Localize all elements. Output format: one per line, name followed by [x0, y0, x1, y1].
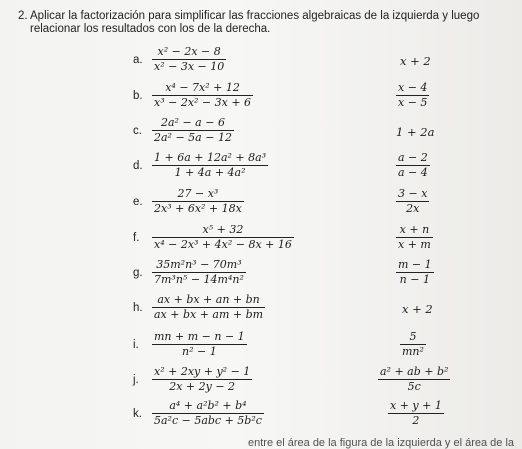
right-fraction — [396, 82, 429, 109]
left-fraction — [152, 82, 253, 109]
right-numerator: 5 — [409, 330, 417, 343]
left-numerator: x⁵ + 32 — [202, 223, 244, 236]
row-letter: b. — [133, 90, 143, 102]
exercise-row-a — [0, 46, 522, 80]
instruction-line-2: relacionar los resultados con los de la derecha. — [30, 23, 271, 35]
exercise-row-f — [0, 224, 522, 258]
exercise-row-i — [0, 331, 522, 365]
row-letter: d. — [133, 160, 143, 172]
right-denominator: x + m — [398, 238, 431, 251]
right-numerator: a² + ab + b² — [380, 365, 449, 378]
left-fraction — [152, 224, 294, 251]
row-letter: a. — [133, 54, 143, 66]
right-numerator: x − 4 — [398, 81, 428, 94]
left-numerator: 27 − x³ — [177, 187, 219, 200]
left-fraction — [152, 400, 264, 427]
left-denominator: 2a² − 5a − 12 — [154, 131, 232, 144]
left-denominator: x⁴ − 2x³ + 4x² − 8x + 16 — [154, 238, 292, 251]
exercise-number: 2. — [18, 10, 28, 22]
left-denominator: 5a²c − 5abc + 5b²c — [154, 414, 262, 427]
right-fraction — [400, 331, 426, 358]
left-denominator: n² − 1 — [181, 345, 217, 358]
right-fraction — [388, 400, 444, 427]
left-fraction — [152, 366, 252, 393]
right-numerator: x + n — [399, 223, 430, 236]
right-numerator: x + y + 1 — [390, 399, 442, 412]
left-numerator: 35m²n³ − 70m³ — [156, 258, 242, 271]
left-denominator: ax + bx + am + bm — [154, 308, 264, 321]
right-fraction — [378, 366, 450, 393]
right-numerator: 3 − x — [398, 187, 428, 200]
left-numerator: x⁴ − 7x² + 12 — [165, 81, 240, 94]
left-denominator: x² − 3x − 10 — [154, 60, 225, 73]
instruction-line-1: Aplicar la factorización para simplificar las fracciones algebraicas de la izquierda y luego — [30, 10, 480, 22]
row-letter: j. — [133, 374, 139, 386]
left-fraction — [152, 117, 234, 144]
row-letter: c. — [133, 125, 142, 137]
right-fraction — [396, 188, 429, 215]
right-expression: 1 + 2a — [396, 125, 435, 139]
row-letter: g. — [133, 267, 143, 279]
left-numerator: x² − 2x − 8 — [157, 45, 221, 58]
right-numerator: a − 2 — [398, 151, 428, 164]
left-fraction — [152, 188, 244, 215]
left-numerator: x² + 2xy + y² − 1 — [154, 365, 251, 378]
left-numerator: 1 + 6a + 12a² + 8a³ — [154, 151, 267, 164]
right-numerator: m − 1 — [398, 258, 432, 271]
right-denominator: n − 1 — [399, 273, 430, 286]
exercise-instruction — [18, 10, 503, 36]
exercise-row-h — [0, 294, 522, 328]
left-denominator: 7m³n⁵ − 14m⁴n² — [154, 273, 244, 286]
right-denominator: 5c — [407, 380, 421, 393]
left-denominator: 1 + 4a + 4a² — [174, 166, 246, 179]
row-letter: e. — [133, 196, 143, 208]
right-denominator: 2x — [406, 202, 420, 215]
right-fraction — [396, 259, 434, 286]
exercise-row-e — [0, 188, 522, 222]
right-fraction — [396, 152, 430, 179]
left-fraction — [152, 331, 247, 358]
row-letter: k. — [133, 408, 142, 420]
next-exercise-text: entre el área de la figura de la izquierda y el área de la — [248, 437, 515, 449]
exercise-row-g — [0, 259, 522, 293]
row-letter: f. — [133, 232, 140, 244]
right-denominator: 2 — [412, 414, 420, 427]
exercise-row-k — [0, 400, 522, 434]
exercise-row-d — [0, 152, 522, 186]
left-denominator: 2x³ + 6x² + 18x — [154, 202, 242, 215]
right-denominator: a − 4 — [398, 166, 428, 179]
right-expression: x + 2 — [402, 302, 433, 316]
right-fraction — [396, 224, 433, 251]
right-expression: x + 2 — [400, 54, 431, 68]
row-letter: h. — [133, 302, 143, 314]
left-denominator: 2x + 2y − 2 — [169, 380, 236, 393]
left-fraction — [152, 259, 246, 286]
left-fraction — [152, 294, 265, 321]
left-fraction — [152, 152, 268, 179]
exercise-row-j — [0, 366, 522, 400]
left-denominator: x³ − 2x² − 3x + 6 — [154, 96, 252, 109]
left-numerator: 2a² − a − 6 — [161, 116, 225, 129]
exercise-row-c — [0, 117, 522, 151]
left-numerator: a⁴ + a²b² + b⁴ — [169, 399, 247, 412]
left-fraction — [152, 46, 226, 73]
row-letter: i. — [133, 339, 139, 351]
left-numerator: ax + bx + an + bn — [157, 293, 260, 306]
right-denominator: mn² — [402, 345, 424, 358]
exercise-row-b — [0, 82, 522, 116]
right-denominator: x − 5 — [398, 96, 428, 109]
left-numerator: mn + m − n − 1 — [154, 330, 245, 343]
